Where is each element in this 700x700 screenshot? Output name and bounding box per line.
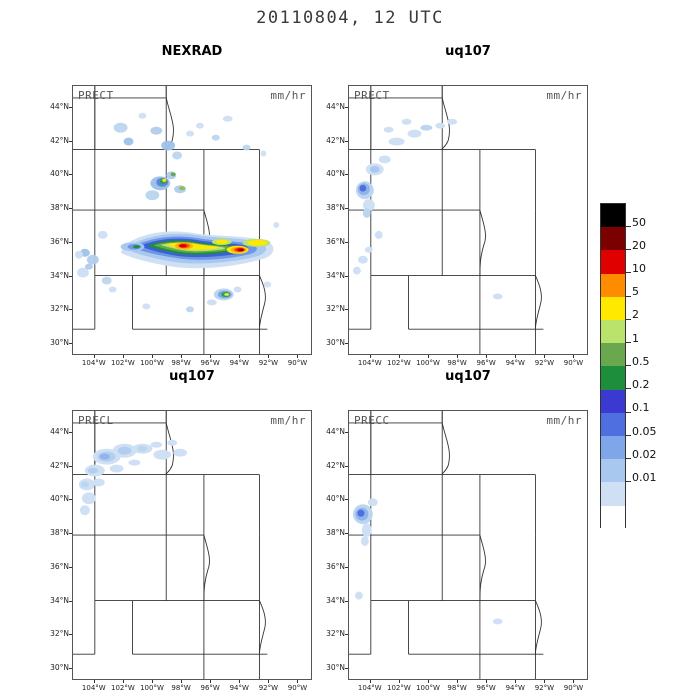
x-axis-tick-mark — [123, 680, 124, 683]
x-axis-tick-mark — [486, 355, 487, 358]
y-axis-tick-label: 44°N — [326, 101, 345, 111]
y-axis-tick-label: 36°N — [326, 561, 345, 571]
x-axis-tick-mark — [544, 680, 545, 683]
colorbar-segment — [601, 227, 625, 250]
colorbar-label-5: 5 — [632, 285, 639, 298]
colorbar-tick — [626, 319, 631, 320]
y-axis-tick-mark — [69, 466, 72, 467]
panel-var-label-prect-obs: PRECT — [78, 89, 114, 102]
colorbar-segment — [601, 320, 625, 343]
y-axis-tick-mark — [69, 343, 72, 344]
x-axis-tick-mark — [399, 680, 400, 683]
y-axis-tick-mark — [345, 533, 348, 534]
y-axis-tick-mark — [345, 601, 348, 602]
colorbar-label-0-01: 0.01 — [632, 471, 657, 484]
colorbar-tick — [626, 458, 631, 459]
y-axis-tick-label: 44°N — [50, 101, 69, 111]
x-axis-tick-label: 92°W — [534, 359, 555, 367]
y-axis-tick-label: 36°N — [50, 236, 69, 246]
x-axis-tick-mark — [268, 355, 269, 358]
colorbar-segment — [601, 459, 625, 482]
x-axis-tick-label: 98°W — [447, 684, 467, 692]
x-axis-tick-mark — [181, 355, 182, 358]
x-axis-tick-label: 104°W — [81, 684, 106, 692]
x-axis-tick-label: 104°W — [81, 359, 106, 367]
panel-title-bottom-right: uq107 — [445, 369, 491, 384]
y-axis-tick-mark — [69, 601, 72, 602]
y-axis-tick-mark — [345, 466, 348, 467]
x-axis-tick-mark — [152, 355, 153, 358]
y-axis-tick-label: 30°N — [50, 338, 69, 348]
x-axis-tick-label: 96°W — [200, 359, 220, 367]
x-axis-tick-label: 96°W — [200, 684, 220, 692]
y-axis-tick-mark — [69, 432, 72, 433]
uq107-prect-map — [349, 86, 587, 354]
x-axis-tick-mark — [370, 355, 371, 358]
colorbar-label-20: 20 — [632, 239, 646, 252]
colorbar-tick — [626, 272, 631, 273]
y-axis-tick-label: 34°N — [326, 270, 345, 280]
x-axis-tick-label: 96°W — [476, 359, 496, 367]
panel-var-label-precc: PRECC — [354, 414, 390, 427]
x-axis-tick-mark — [515, 355, 516, 358]
panel-title-top-right: uq107 — [445, 44, 491, 59]
x-axis-tick-label: 94°W — [229, 684, 249, 692]
x-axis-tick-mark — [428, 680, 429, 683]
colorbar-segment — [601, 482, 625, 505]
y-axis-tick-mark — [69, 309, 72, 310]
colorbar-label-1: 1 — [632, 332, 639, 345]
y-axis-tick-mark — [345, 309, 348, 310]
uq107-precc-map — [349, 411, 587, 679]
colorbar-segment — [601, 436, 625, 459]
colorbar-label-0-1: 0.1 — [632, 401, 650, 414]
colorbar-tick — [626, 435, 631, 436]
x-axis-tick-mark — [457, 355, 458, 358]
map-panel-uq107-precl[interactable] — [72, 410, 312, 680]
colorbar-segment — [601, 390, 625, 413]
colorbar-segment — [601, 506, 625, 529]
y-axis-tick-label: 30°N — [326, 338, 345, 348]
y-axis-tick-mark — [69, 141, 72, 142]
map-panel-uq107-precc[interactable] — [348, 410, 588, 680]
y-axis-tick-label: 32°N — [50, 304, 69, 314]
x-axis-tick-label: 98°W — [447, 359, 467, 367]
y-axis-tick-mark — [69, 107, 72, 108]
colorbar-tick — [626, 342, 631, 343]
x-axis-tick-mark — [573, 680, 574, 683]
x-axis-tick-label: 94°W — [505, 684, 525, 692]
y-axis-tick-label: 36°N — [50, 561, 69, 571]
y-axis-tick-label: 42°N — [326, 460, 345, 470]
nexrad-prect-map — [73, 86, 311, 354]
colorbar-label-2: 2 — [632, 308, 639, 321]
x-axis-tick-label: 102°W — [111, 684, 135, 692]
x-axis-tick-label: 92°W — [258, 684, 279, 692]
y-axis-tick-label: 42°N — [50, 135, 69, 145]
x-axis-tick-mark — [297, 680, 298, 683]
x-axis-tick-label: 100°W — [416, 684, 440, 692]
x-axis-tick-label: 98°W — [171, 684, 191, 692]
y-axis-tick-mark — [69, 567, 72, 568]
colorbar-tick — [626, 388, 631, 389]
colorbar[interactable] — [600, 203, 626, 528]
y-axis-tick-mark — [69, 242, 72, 243]
colorbar-tick — [626, 481, 631, 482]
panel-units-label-obs: mm/hr — [270, 89, 306, 102]
x-axis-tick-label: 100°W — [416, 359, 440, 367]
colorbar-tick — [626, 249, 631, 250]
y-axis-tick-label: 38°N — [326, 203, 345, 213]
panel-title-top-left: NEXRAD — [161, 44, 223, 59]
colorbar-tick — [626, 296, 631, 297]
panel-var-label-prect-model: PRECT — [354, 89, 390, 102]
colorbar-segment — [601, 366, 625, 389]
colorbar-segment — [601, 250, 625, 273]
x-axis-tick-mark — [210, 680, 211, 683]
x-axis-tick-label: 90°W — [563, 359, 584, 367]
x-axis-tick-label: 96°W — [476, 684, 496, 692]
x-axis-tick-label: 104°W — [357, 684, 382, 692]
x-axis-tick-label: 94°W — [505, 359, 525, 367]
y-axis-tick-mark — [345, 107, 348, 108]
y-axis-tick-mark — [69, 499, 72, 500]
colorbar-label-0-02: 0.02 — [632, 448, 657, 461]
colorbar-segment — [601, 413, 625, 436]
y-axis-tick-mark — [345, 242, 348, 243]
y-axis-tick-label: 34°N — [50, 595, 69, 605]
y-axis-tick-label: 38°N — [326, 528, 345, 538]
y-axis-tick-mark — [345, 432, 348, 433]
y-axis-tick-label: 42°N — [50, 460, 69, 470]
y-axis-tick-label: 32°N — [326, 304, 345, 314]
y-axis-tick-label: 32°N — [50, 629, 69, 639]
x-axis-tick-label: 102°W — [111, 359, 135, 367]
y-axis-tick-label: 38°N — [50, 528, 69, 538]
x-axis-tick-label: 98°W — [171, 359, 191, 367]
y-axis-tick-label: 40°N — [50, 169, 69, 179]
colorbar-label-50: 50 — [632, 216, 646, 229]
y-axis-tick-label: 44°N — [50, 426, 69, 436]
panel-units-label-precl: mm/hr — [270, 414, 306, 427]
y-axis-tick-label: 42°N — [326, 135, 345, 145]
y-axis-tick-label: 30°N — [326, 663, 345, 673]
x-axis-tick-mark — [94, 680, 95, 683]
x-axis-tick-label: 102°W — [387, 359, 411, 367]
x-axis-tick-mark — [297, 355, 298, 358]
figure-title: 20110804, 12 UTC — [256, 8, 444, 28]
colorbar-tick — [626, 365, 631, 366]
x-axis-tick-mark — [239, 355, 240, 358]
y-axis-tick-label: 34°N — [326, 595, 345, 605]
x-axis-tick-label: 100°W — [140, 359, 164, 367]
y-axis-tick-mark — [69, 634, 72, 635]
panel-units-label-prect-model: mm/hr — [546, 89, 582, 102]
x-axis-tick-mark — [457, 680, 458, 683]
y-axis-tick-mark — [345, 276, 348, 277]
y-axis-tick-label: 34°N — [50, 270, 69, 280]
map-panel-nexrad-prect[interactable] — [72, 85, 312, 355]
map-panel-uq107-prect[interactable] — [348, 85, 588, 355]
x-axis-tick-mark — [210, 355, 211, 358]
y-axis-tick-mark — [69, 533, 72, 534]
y-axis-tick-mark — [345, 668, 348, 669]
x-axis-tick-mark — [428, 355, 429, 358]
y-axis-tick-label: 38°N — [50, 203, 69, 213]
x-axis-tick-label: 94°W — [229, 359, 249, 367]
colorbar-label-0-5: 0.5 — [632, 355, 650, 368]
x-axis-tick-label: 90°W — [563, 684, 584, 692]
y-axis-tick-mark — [69, 668, 72, 669]
colorbar-segment — [601, 204, 625, 227]
y-axis-tick-label: 40°N — [326, 169, 345, 179]
y-axis-tick-mark — [69, 208, 72, 209]
y-axis-tick-mark — [345, 499, 348, 500]
y-axis-tick-label: 30°N — [50, 663, 69, 673]
x-axis-tick-mark — [573, 355, 574, 358]
x-axis-tick-mark — [544, 355, 545, 358]
x-axis-tick-mark — [515, 680, 516, 683]
y-axis-tick-mark — [345, 174, 348, 175]
x-axis-tick-label: 92°W — [258, 359, 279, 367]
colorbar-tick — [626, 226, 631, 227]
colorbar-segment — [601, 274, 625, 297]
x-axis-tick-mark — [94, 355, 95, 358]
x-axis-tick-mark — [152, 680, 153, 683]
y-axis-tick-mark — [69, 276, 72, 277]
y-axis-tick-label: 44°N — [326, 426, 345, 436]
colorbar-segment — [601, 343, 625, 366]
panel-title-bottom-left: uq107 — [169, 369, 215, 384]
y-axis-tick-mark — [345, 208, 348, 209]
x-axis-tick-label: 92°W — [534, 684, 555, 692]
y-axis-tick-mark — [69, 174, 72, 175]
y-axis-tick-label: 40°N — [50, 494, 69, 504]
y-axis-tick-mark — [345, 141, 348, 142]
y-axis-tick-label: 36°N — [326, 236, 345, 246]
y-axis-tick-mark — [345, 343, 348, 344]
y-axis-tick-mark — [345, 634, 348, 635]
colorbar-segment — [601, 297, 625, 320]
x-axis-tick-mark — [123, 355, 124, 358]
x-axis-tick-mark — [399, 355, 400, 358]
y-axis-tick-mark — [345, 567, 348, 568]
panel-units-label-precc: mm/hr — [546, 414, 582, 427]
uq107-precl-map — [73, 411, 311, 679]
x-axis-tick-label: 104°W — [357, 359, 382, 367]
y-axis-tick-label: 40°N — [326, 494, 345, 504]
x-axis-tick-label: 102°W — [387, 684, 411, 692]
x-axis-tick-mark — [239, 680, 240, 683]
colorbar-label-10: 10 — [632, 262, 646, 275]
x-axis-tick-mark — [370, 680, 371, 683]
panel-var-label-precl: PRECL — [78, 414, 114, 427]
x-axis-tick-label: 100°W — [140, 684, 164, 692]
colorbar-label-0-2: 0.2 — [632, 378, 650, 391]
x-axis-tick-mark — [486, 680, 487, 683]
y-axis-tick-label: 32°N — [326, 629, 345, 639]
colorbar-tick — [626, 412, 631, 413]
x-axis-tick-label: 90°W — [287, 359, 308, 367]
x-axis-tick-mark — [181, 680, 182, 683]
x-axis-tick-mark — [268, 680, 269, 683]
colorbar-label-0-05: 0.05 — [632, 425, 657, 438]
x-axis-tick-label: 90°W — [287, 684, 308, 692]
